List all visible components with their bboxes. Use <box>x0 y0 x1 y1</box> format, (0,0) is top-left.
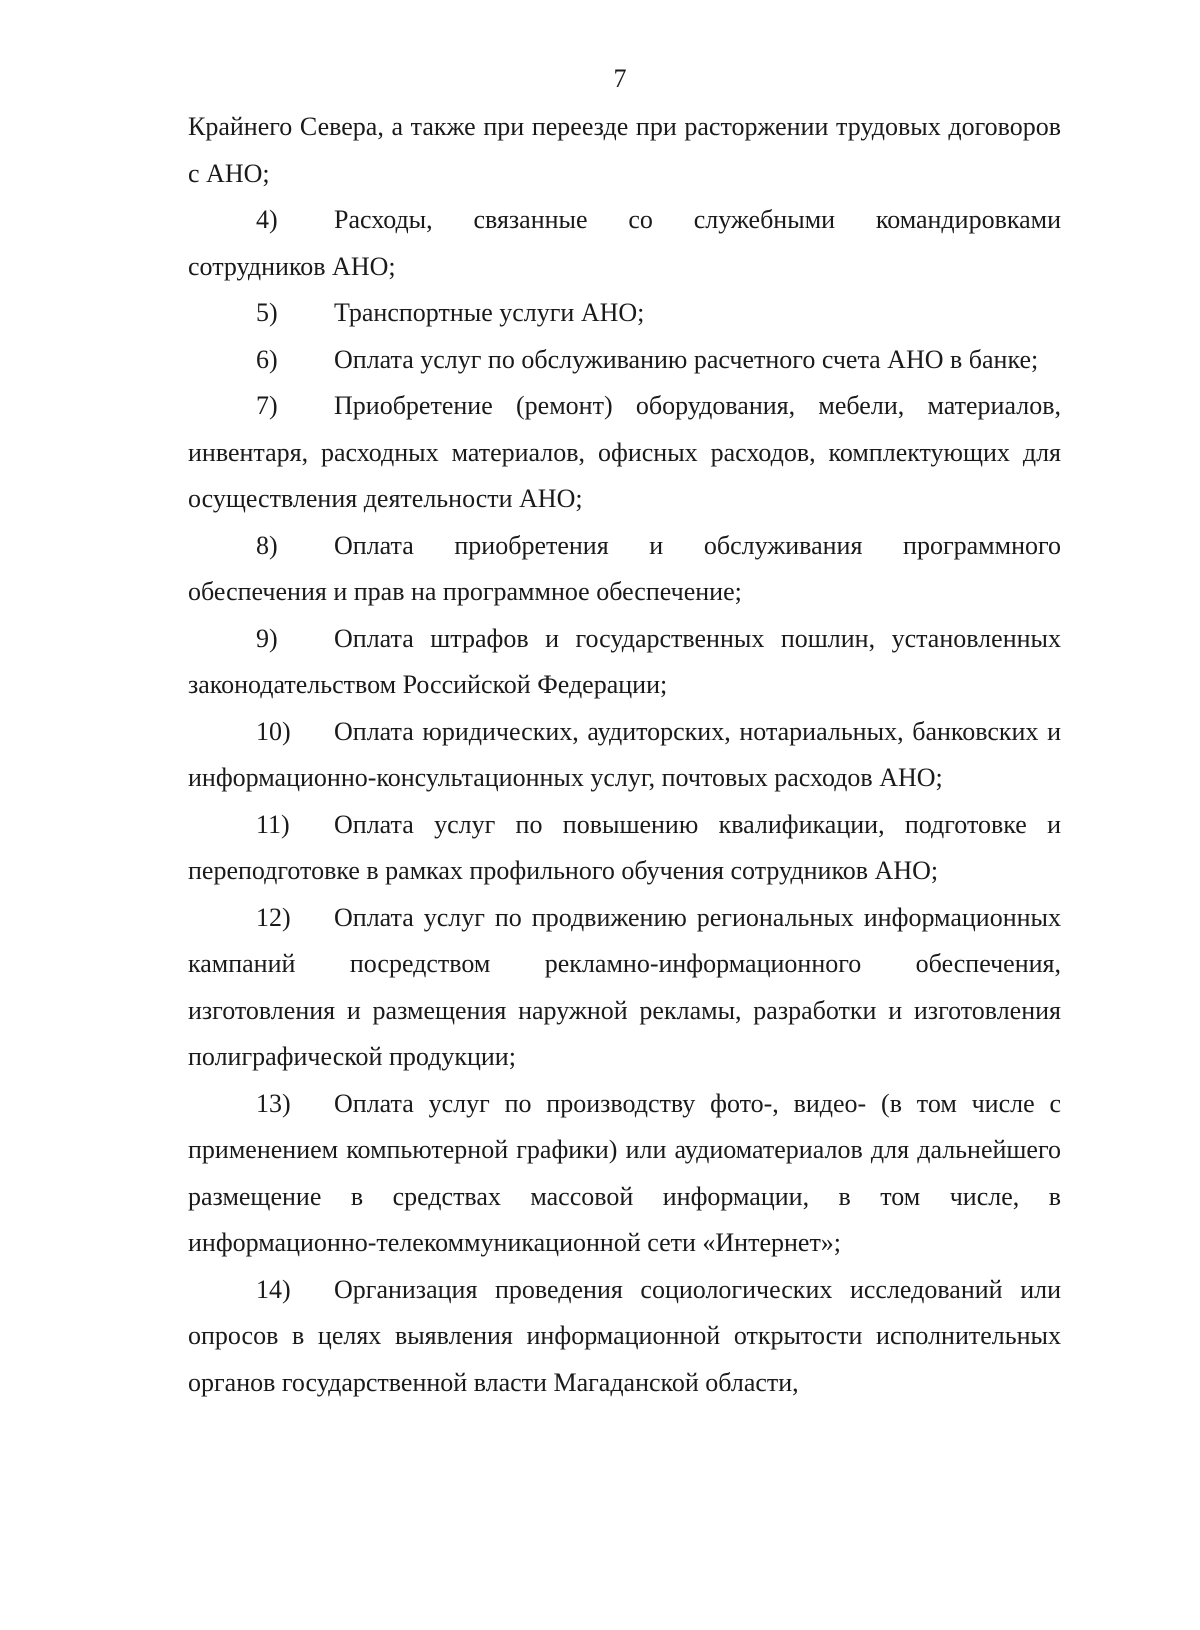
list-item-text: Расходы, связанные со служебными командировками сотрудников АНО; <box>188 205 1061 281</box>
list-item-text: Транспортные услуги АНО; <box>334 298 645 327</box>
list-item-number: 7) <box>256 391 278 420</box>
list-item <box>188 337 1061 384</box>
list-item <box>188 802 1061 895</box>
list-item-text: Оплата штрафов и государственных пошлин, установленных законодательством Российской Федерации; <box>188 623 1061 699</box>
list-item-text: Оплата услуг по продвижению региональных информационных кампаний посредством рекламно-информационного обеспечения, изготовления и размещения наружной рекламы, разработки и изготовления полиграфической продукции; <box>188 902 1061 1071</box>
list-item <box>188 1081 1061 1267</box>
list-item-text: Оплата приобретения и обслуживания программного обеспечения и прав на программное обеспечение; <box>188 530 1061 606</box>
list-item <box>188 709 1061 802</box>
list-item-number: 13) <box>256 1088 291 1118</box>
list-item-text: Приобретение (ремонт) оборудования, мебели, материалов, инвентаря, расходных материалов, офисных расходов, комплектующих для осуществления деятельности АНО; <box>188 391 1061 513</box>
list-item <box>188 523 1061 616</box>
list-item-number: 9) <box>256 623 278 653</box>
list-item <box>188 616 1061 709</box>
list-item-number: 12) <box>256 902 291 932</box>
list-item-number: 8) <box>256 530 278 560</box>
page-number: 7 <box>613 64 627 93</box>
list-item-number: 10) <box>256 716 291 746</box>
list-item-number: 11) <box>256 809 290 839</box>
list-item-number: 14) <box>256 1274 291 1304</box>
list-item <box>188 197 1061 290</box>
list-item-number: 6) <box>256 344 278 374</box>
list-item-text: Оплата юридических, аудиторских, нотариальных, банковских и информационно-консультационных услуг, почтовых расходов АНО; <box>188 716 1061 792</box>
list-item-text: Оплата услуг по производству фото-, видео- (в том числе с применением компьютерной графики) или аудиоматериалов для дальнейшего размещение в средствах массовой информации, в том числе, в информационно-телекоммуникационной сети «Интернет»; <box>188 1088 1061 1257</box>
list-item-text: Оплата услуг по повышению квалификации, подготовке и переподготовке в рамках профильного обучения сотрудников АНО; <box>188 809 1061 885</box>
list-item-number: 5) <box>256 298 278 327</box>
document-body <box>188 104 1061 1406</box>
list-item <box>188 895 1061 1081</box>
intro-paragraph: Крайнего Севера, а также при переезде при расторжении трудовых договоров с АНО; <box>188 112 1061 188</box>
list-item <box>188 383 1061 523</box>
list-item-text: Оплата услуг по обслуживанию расчетного счета АНО в банке; <box>334 344 1039 374</box>
list-item <box>188 1267 1061 1407</box>
list-item-number: 4) <box>256 205 278 234</box>
list-item <box>188 290 1061 337</box>
list-item-text: Организация проведения социологических исследований или опросов в целях выявления информационной открытости исполнительных органов государственной власти Магаданской области, <box>188 1274 1061 1397</box>
